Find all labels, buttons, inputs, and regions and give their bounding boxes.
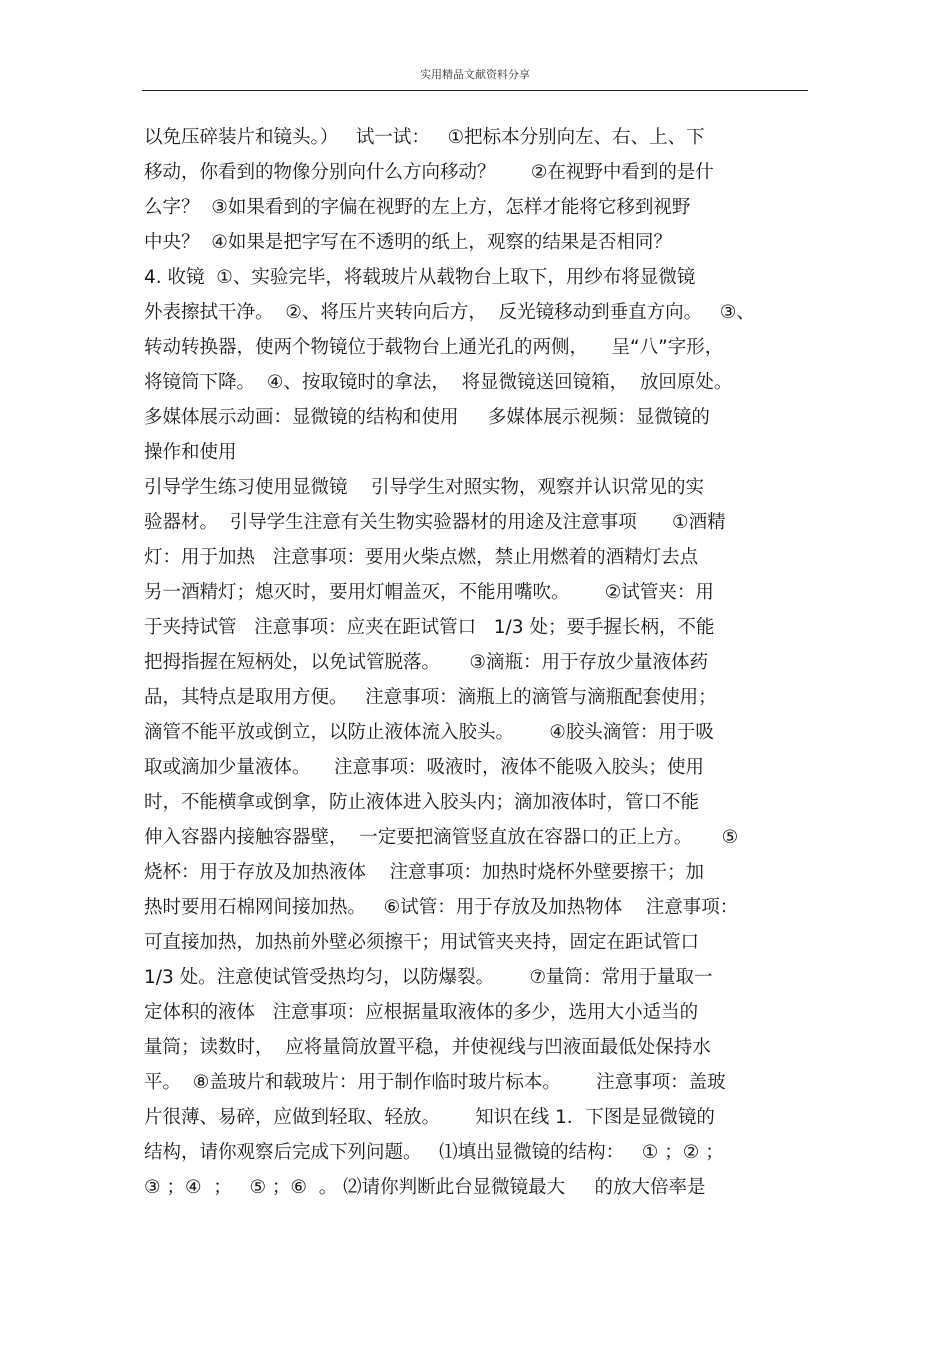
page-header: 实用精品文献资料分享 <box>420 68 530 81</box>
document-body <box>144 120 812 1205</box>
text-line: 烧杯：用于存放及加热液体 注意事项：加热时烧杯外壁要擦干；加 <box>144 862 705 883</box>
text-line: 1/3 处。注意使试管受热均匀，以防爆裂。 ⑦量筒：常用于量取一 <box>144 967 713 988</box>
text-line: 外表擦拭干净。 ②、将压片夹转向后方， 反光镜移动到垂直方向。 ③、 <box>144 302 755 323</box>
text-line: ③ ；④ ； ⑤ ；⑥ 。 ⑵请你判断此台显微镜最大 的放大倍率是 <box>144 1177 706 1198</box>
text-line: 操作和使用 <box>144 442 237 463</box>
text-line: 中央？ ④如果是把字写在不透明的纸上，观察的结果是否相同？ <box>144 232 672 253</box>
text-line: 么字？ ③如果看到的字偏在视野的左上方，怎样才能将它移到视野 <box>144 197 691 218</box>
text-line: 结构，请你观察后完成下列问题。 ⑴填出显微镜的结构： ① ；② ； <box>144 1142 724 1163</box>
header-divider <box>142 90 808 91</box>
text-line: 将镜筒下降。 ④、按取镜时的拿法， 将显微镜送回镜箱， 放回原处。 <box>144 372 733 393</box>
text-line: 平。 ⑧盖玻片和载玻片：用于制作临时玻片标本。 注意事项：盖玻 <box>144 1072 726 1093</box>
text-line: 验器材。 引导学生注意有关生物实验器材的用途及注意事项 ①酒精 <box>144 512 726 533</box>
text-line: 以免压碎装片和镜头。） 试一试： ①把标本分别向左、右、上、下 <box>144 127 705 148</box>
text-line: 另一酒精灯；熄灭时，要用灯帽盖灭，不能用嘴吹。 ②试管夹：用 <box>144 582 714 603</box>
text-line: 4. 收镜 ①、实验完毕，将载玻片从载物台上取下，用纱布将显微镜 <box>144 267 696 288</box>
text-line: 时，不能横拿或倒拿，防止液体进入胶头内；滴加液体时，管口不能 <box>144 792 700 813</box>
text-line: 定体积的液体 注意事项：应根据量取液体的多少，选用大小适当的 <box>144 1002 699 1023</box>
text-line: 灯：用于加热 注意事项：要用火柴点燃，禁止用燃着的酒精灯去点 <box>144 547 699 568</box>
text-line: 可直接加热，加热前外壁必须擦干；用试管夹夹持，固定在距试管口 <box>144 932 700 953</box>
text-line: 品，其特点是取用方便。 注意事项：滴瓶上的滴管与滴瓶配套使用； <box>144 687 717 708</box>
text-line: 片很薄、易碎，应做到轻取、轻放。 知识在线 1．下图是显微镜的 <box>144 1107 715 1128</box>
text-line: 热时要用石棉网间接加热。 ⑥试管：用于存放及加热物体 注意事项： <box>144 897 739 918</box>
text-line: 把拇指握在短柄处，以免试管脱落。 ③滴瓶：用于存放少量液体药 <box>144 652 708 673</box>
text-line: 量筒；读数时， 应将量筒放置平稳，并使视线与凹液面最低处保持水 <box>144 1037 711 1058</box>
text-line: 移动，你看到的物像分别向什么方向移动？ ②在视野中看到的是什 <box>144 162 714 183</box>
text-line: 于夹持试管 注意事项：应夹在距试管口 1/3 处；要手握长柄，不能 <box>144 617 715 638</box>
text-line: 转动转换器，使两个物镜位于载物台上通光孔的两侧， 呈“八”字形， <box>144 337 724 358</box>
text-line: 取或滴加少量液体。 注意事项：吸液时，液体不能吸入胶头；使用 <box>144 757 705 778</box>
text-line: 伸入容器内接触容器壁， 一定要把滴管竖直放在容器口的正上方。 ⑤ <box>144 827 739 848</box>
text-line: 多媒体展示动画：显微镜的结构和使用 多媒体展示视频：显微镜的 <box>144 407 710 428</box>
text-line: 滴管不能平放或倒立，以防止液体流入胶头。 ④胶头滴管：用于吸 <box>144 722 714 743</box>
text-line: 引导学生练习使用显微镜 引导学生对照实物，观察并认识常见的实 <box>144 477 705 498</box>
